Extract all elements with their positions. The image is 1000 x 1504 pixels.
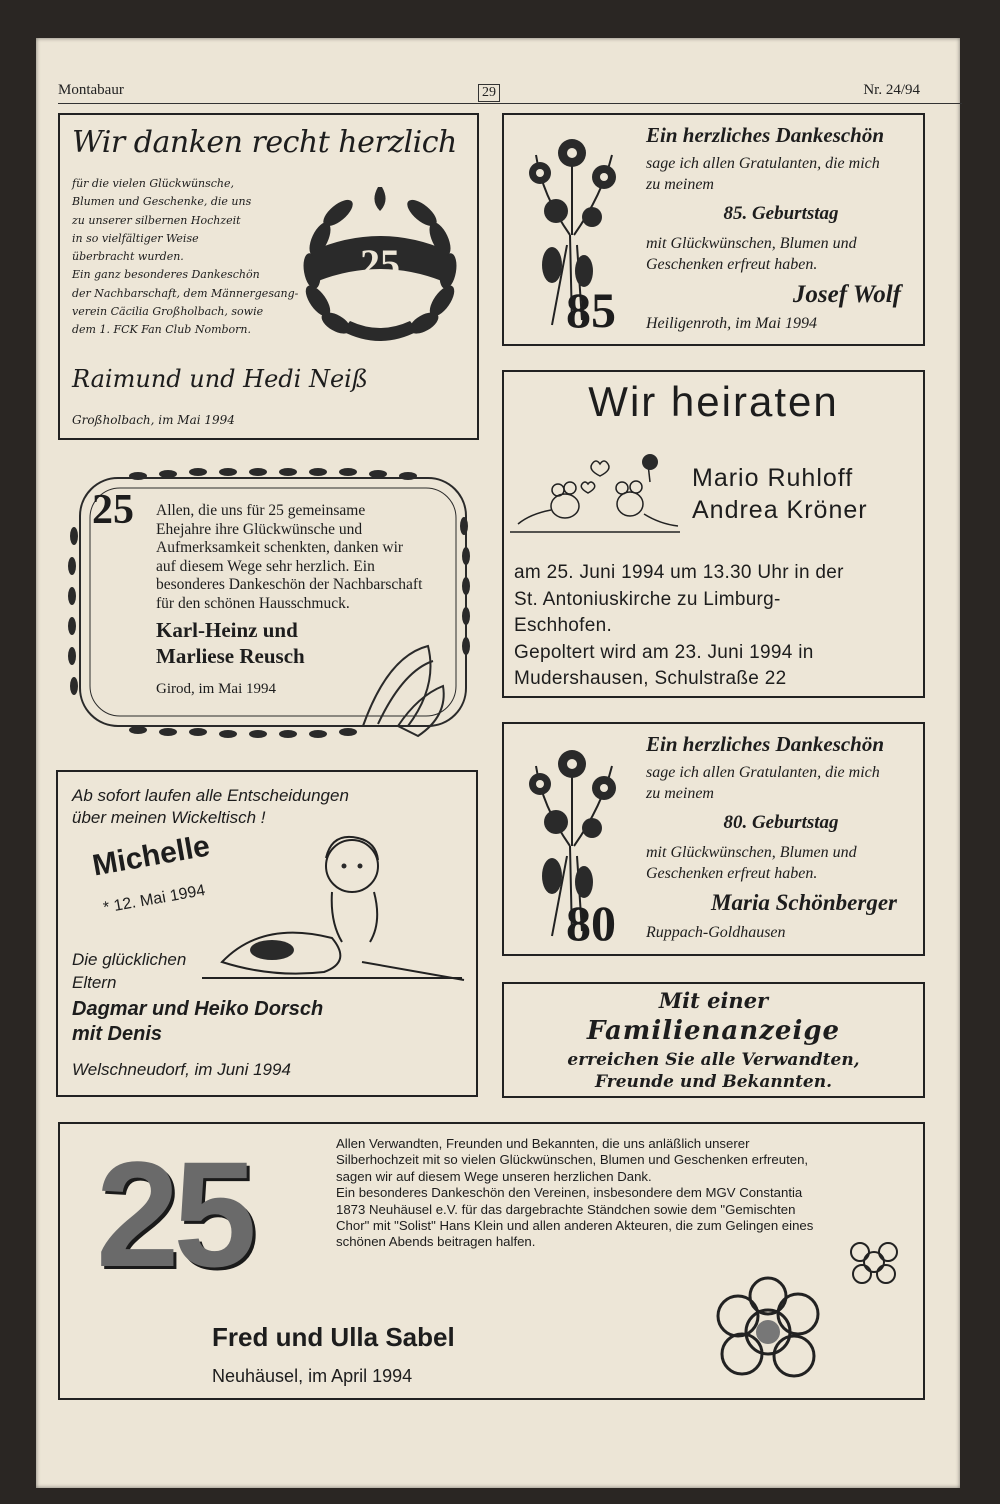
ad8-line: Chor" mit "Solist" Hans Klein und allen anderen Akteuren, die zum Gelingen eines — [336, 1218, 814, 1234]
ad8-text — [336, 1136, 813, 1251]
ad-birthday-schoenberger — [502, 722, 925, 956]
ad1-line: der Nachbarschaft, dem Männergesang- — [72, 286, 299, 300]
ad2-title: Ein herzliches Dankeschön — [646, 123, 885, 147]
ad6-place: Ruppach-Goldhausen — [646, 924, 786, 941]
ad4-line: Eschhofen. — [514, 615, 613, 636]
ad1-line: Ein ganz besonderes Dankeschön — [72, 268, 260, 282]
ad1-line: zu unserer silbernen Hochzeit — [72, 213, 241, 227]
ad-silver-wedding-neiss — [58, 113, 479, 440]
ad5-baby-name: Michelle — [90, 829, 213, 883]
ad8-line: schönen Abends beitragen halfen. — [336, 1234, 536, 1250]
ad2-line2: zu meinem — [646, 176, 714, 193]
ad5-names2: mit Denis — [72, 1023, 163, 1045]
ad5-names1: Dagmar und Heiko Dorsch — [72, 998, 324, 1020]
ad1-place: Großholbach, im Mai 1994 — [72, 413, 235, 427]
ad7-line1: Mit einer — [658, 988, 769, 1013]
ad3-line: Allen, die uns für 25 gemeinsame — [156, 502, 366, 519]
ad7-line4: Freunde und Bekannten. — [594, 1072, 833, 1092]
ad1-names: Raimund und Hedi Neiß — [72, 365, 368, 393]
ad2-line3: mit Glückwünschen, Blumen und — [646, 235, 857, 252]
ad1-title: Wir danken recht herzlich — [72, 125, 457, 160]
ad8-big-number: 25 — [96, 1130, 251, 1298]
ad8-line: 1873 Neuhäusel e.V. für das dargebrachte Ständchen sowie dem "Gemischten — [336, 1201, 796, 1217]
ad1-line: überbracht wurden. — [72, 250, 184, 264]
ad5-line1: Ab sofort laufen alle Entscheidungen — [72, 786, 349, 805]
ad4-line: Mudershausen, Schulstraße 22 — [514, 668, 787, 689]
ad1-badge-number: 25 — [360, 241, 400, 286]
ad1-line: für die vielen Glückwünsche, — [72, 177, 235, 190]
ad8-line: Silberhochzeit mit so vielen Glückwünschen, Blumen und Geschenken erfreuten, — [336, 1152, 809, 1168]
ad5-parents2: Eltern — [72, 973, 117, 992]
ad5-place: Welschneudorf, im Juni 1994 — [72, 1060, 291, 1079]
ad2-place: Heiligenroth, im Mai 1994 — [646, 315, 817, 332]
ad4-line: St. Antoniuskirche zu Limburg- — [514, 588, 781, 610]
ad3-line: besonderes Dankeschön der Nachbarschaft — [156, 576, 423, 593]
ad2-line4: Geschenken erfreut haben. — [646, 256, 818, 273]
ad1-line: in so vielfältiger Weise — [72, 231, 199, 245]
header-town: Montabaur — [58, 82, 124, 98]
mice-couple-icon — [510, 454, 680, 536]
ad7-line3: erreichen Sie alle Verwandten, — [567, 1050, 860, 1070]
ad2-name: Josef Wolf — [792, 281, 901, 308]
ad3-place: Girod, im Mai 1994 — [156, 681, 276, 697]
ad6-line4: Geschenken erfreut haben. — [646, 865, 818, 882]
ad3-name2: Marliese Reusch — [156, 644, 305, 668]
ad3-line: Aufmerksamkeit schenkten, danken wir — [156, 539, 404, 556]
laurel-wreath-icon — [292, 181, 468, 347]
ad6-line2: zu meinem — [646, 785, 714, 802]
ad3-name1: Karl-Heinz und — [156, 618, 298, 642]
ad-birthday-wolf — [502, 113, 925, 346]
page-header — [58, 48, 920, 104]
ad6-age-number: 80 — [566, 895, 616, 951]
ad5-parents1: Die glücklichen — [72, 950, 187, 969]
ad6-line3: mit Glückwünschen, Blumen und — [646, 844, 857, 861]
issue-number: Nr. 24/94 — [863, 82, 920, 98]
ad6-occasion: 80. Geburtstag — [723, 812, 839, 833]
ad1-text — [72, 175, 298, 340]
ad6-name: Maria Schönberger — [711, 890, 897, 915]
ad6-line1: sage ich allen Gratulanten, die mich — [646, 764, 880, 781]
flower-decoration-icon — [690, 1236, 910, 1392]
ad2-occasion: 85. Geburtstag — [723, 203, 839, 224]
page-number: 29 — [478, 84, 500, 102]
ad4-title: Wir heiraten — [588, 378, 839, 425]
ad4-text — [514, 560, 844, 693]
ad4-line: Gepoltert wird am 23. Juni 1994 in — [514, 641, 814, 663]
ad3-line: für den schönen Hausschmuck. — [156, 594, 350, 612]
baby-on-changing-table-icon — [202, 812, 468, 988]
ad2-line1: sage ich allen Gratulanten, die mich — [646, 155, 880, 172]
ad1-line: verein Cäcilia Großholbach, sowie — [72, 305, 264, 319]
ad7-line2: Familienanzeige — [586, 1016, 841, 1046]
ad3-line: Ehejahre ihre Glückwünsche und — [156, 520, 363, 538]
ad8-place: Neuhäusel, im April 1994 — [212, 1366, 413, 1386]
ad-birth-michelle — [56, 770, 478, 1097]
ad5-birth-date: * 12. Mai 1994 — [102, 882, 207, 917]
ad8-line: Allen Verwandten, Freunden und Bekannten, die uns anläßlich unserer — [336, 1136, 750, 1151]
ad-silver-wedding-sabel — [58, 1122, 925, 1400]
ad6-title: Ein herzliches Dankeschön — [646, 732, 885, 756]
ad4-name2: Andrea Kröner — [692, 496, 868, 524]
ad-family-notice-promo — [502, 982, 925, 1098]
ad3-text — [156, 502, 422, 613]
ad4-line: am 25. Juni 1994 um 13.30 Uhr in der — [514, 562, 844, 583]
ad5-line2: über meinen Wickeltisch ! — [72, 808, 266, 827]
ad2-age-number: 85 — [566, 282, 616, 338]
ad-silver-wedding-reusch — [58, 456, 479, 752]
ad1-line: Blumen und Geschenke, die uns — [72, 195, 252, 209]
ad3-number: 25 — [92, 487, 134, 533]
ad-wedding-ruhloff-kroener — [502, 370, 925, 698]
ad1-line: dem 1. FCK Fan Club Nomborn. — [72, 323, 251, 337]
ad8-line: Ein besonderes Dankeschön den Vereinen, insbesondere dem MGV Constantia — [336, 1185, 803, 1201]
header-rule — [58, 103, 962, 104]
ad3-line: auf diesem Wege sehr herzlich. Ein — [156, 557, 375, 575]
ad8-line: sagen wir auf diesem Wege unseren herzlichen Dank. — [336, 1168, 652, 1184]
ad8-names: Fred und Ulla Sabel — [212, 1322, 455, 1352]
ad4-name1: Mario Ruhloff — [692, 464, 854, 492]
